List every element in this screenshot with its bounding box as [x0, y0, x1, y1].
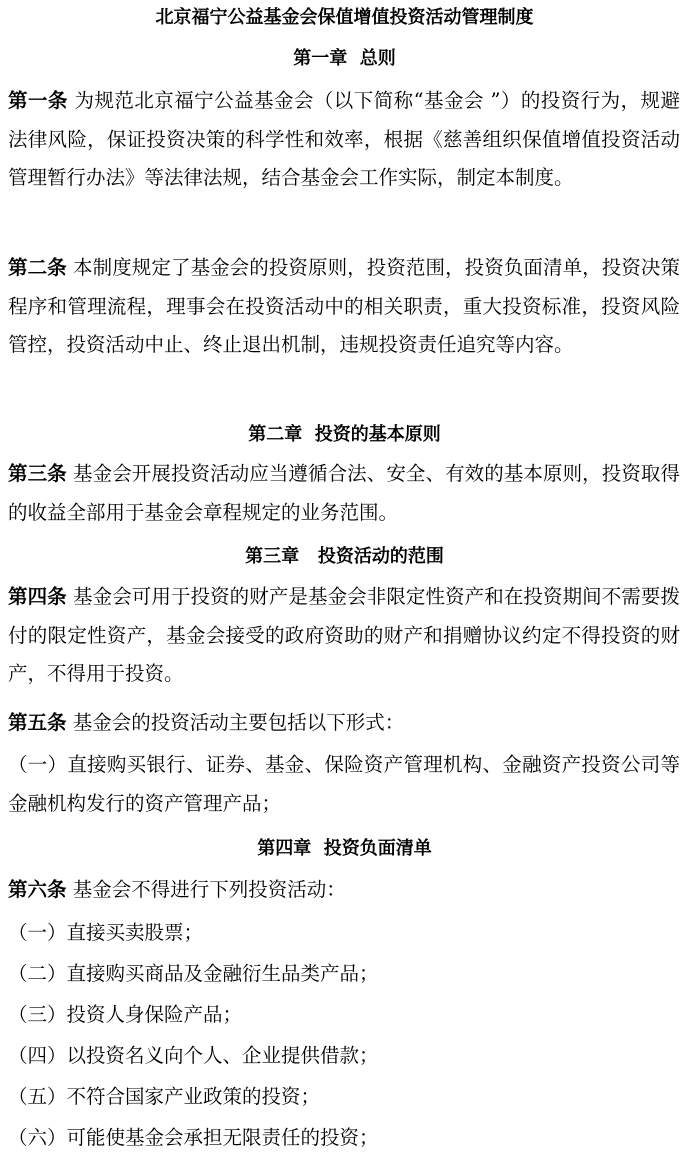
chapter-1-heading: 第一章 总则 [293, 48, 396, 69]
article-2 [8, 249, 680, 365]
document-title: 北京福宁公益基金会保值增值投资活动管理制度 [155, 7, 534, 28]
article-6-text: 基金会不得进行下列投资活动： [66, 878, 346, 901]
list-item: （四）以投资名义向个人、企业提供借款； [8, 1044, 379, 1067]
chapter-4-heading: 第四章 投资负面清单 [257, 838, 432, 859]
list-item: （六）可能使基金会承担无限责任的投资； [8, 1126, 379, 1149]
article-5-label: 第五条 [8, 711, 67, 734]
list-item: （一）直接买卖股票； [8, 921, 204, 944]
article-1-label: 第一条 [8, 89, 68, 112]
article-3-label: 第三条 [8, 462, 67, 485]
article-1 [8, 82, 680, 198]
list-item: （三）投资人身保险产品； [8, 1003, 243, 1026]
article-1-text: 为规范北京福宁公益基金会（以下简称“基金会 ”）的投资行为，规避法律风险，保证投资决策的科学性和效率，根据《慈善组织保值增值投资活动管理暂行办法》等法律法规，结合基金会工作实际，制定本制度。 [8, 89, 680, 189]
article-5-item-1: （一）直接购买银行、证券、基金、保险资产管理机构、金融资产投资公司等金融机构发行的资产管理产品； [8, 753, 680, 815]
list-item: （五）不符合国家产业政策的投资； [8, 1085, 321, 1108]
article-5-text: 基金会的投资活动主要包括以下形式： [66, 711, 405, 734]
article-3-text: 基金会开展投资活动应当遵循合法、安全、有效的基本原则，投资取得的收益全部用于基金会章程规定的业务范围。 [8, 462, 680, 524]
article-4-label: 第四条 [8, 585, 67, 608]
chapter-3-heading: 第三章 投资活动的范围 [245, 546, 444, 567]
article-4-text: 基金会可用于投资的财产是基金会非限定性资产和在投资期间不需要拨付的限定性资产，基金会接受的政府资助的财产和捐赠协议约定不得投资的财产，不得用于投资。 [8, 585, 680, 685]
list-item: （二）直接购买商品及金融衍生品类产品； [8, 962, 379, 985]
article-4 [8, 578, 680, 694]
article-2-text: 本制度规定了基金会的投资原则，投资范围，投资负面清单，投资决策程序和管理流程，理事会在投资活动中的相关职责，重大投资标准，投资风险管控，投资活动中止、终止退出机制，违规投资责任追究等内容。 [8, 256, 680, 356]
article-2-label: 第二条 [8, 256, 67, 279]
article-5 [8, 704, 680, 743]
article-6 [8, 871, 680, 910]
article-6-label: 第六条 [8, 878, 67, 901]
article-3 [8, 455, 680, 532]
chapter-2-heading: 第二章 投资的基本原则 [248, 424, 441, 445]
